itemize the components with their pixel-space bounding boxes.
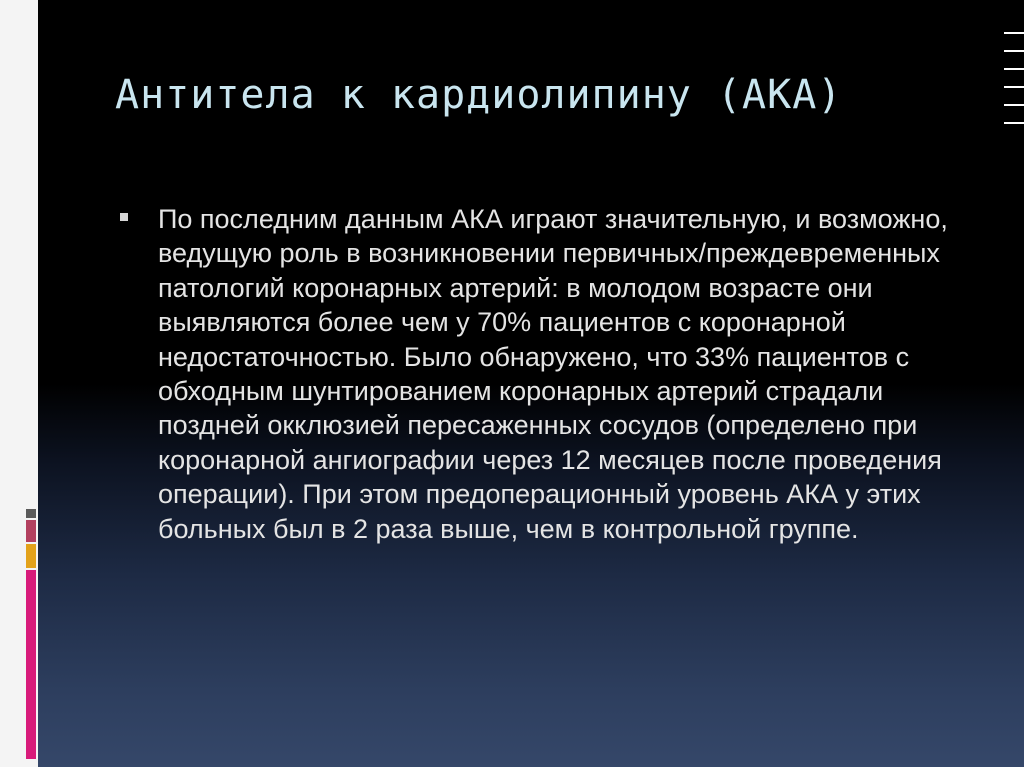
bullet-item xyxy=(118,202,968,546)
deco-line xyxy=(1004,122,1024,124)
accent-bar-gray xyxy=(26,509,36,518)
deco-line xyxy=(1004,32,1024,34)
accent-bar-rose xyxy=(26,520,36,542)
accent-bar-amber xyxy=(26,544,36,568)
slide-title: Антитела к кардиолипину (АКА) xyxy=(115,72,843,118)
deco-line xyxy=(1004,104,1024,106)
bullet-text: По последним данным АКА играют значительную, и возможно, ведущую роль в возникновении первичных/преждевременных патологий коронарных артерий: в молодом возрасте они выявляются более чем у 70% пациентов с коронарной недостаточностью. Было обнаружено, что 33% пациентов с обходным шунтированием коронарных артерий страдали поздней окклюзией пересаженных сосудов (определено при коронарной ангиографии через 12 месяцев после проведения операции). При этом предоперационный уровень АКА у этих больных был в 2 раза выше, чем в контрольной группе. xyxy=(158,204,948,544)
deco-line xyxy=(1004,86,1024,88)
accent-bars-decoration xyxy=(26,509,36,759)
deco-line xyxy=(1004,68,1024,70)
bullet-list xyxy=(118,202,968,546)
square-bullet-icon xyxy=(120,213,128,221)
deco-line xyxy=(1004,50,1024,52)
right-lines-decoration xyxy=(1004,32,1024,128)
accent-bar-magenta xyxy=(26,570,36,759)
